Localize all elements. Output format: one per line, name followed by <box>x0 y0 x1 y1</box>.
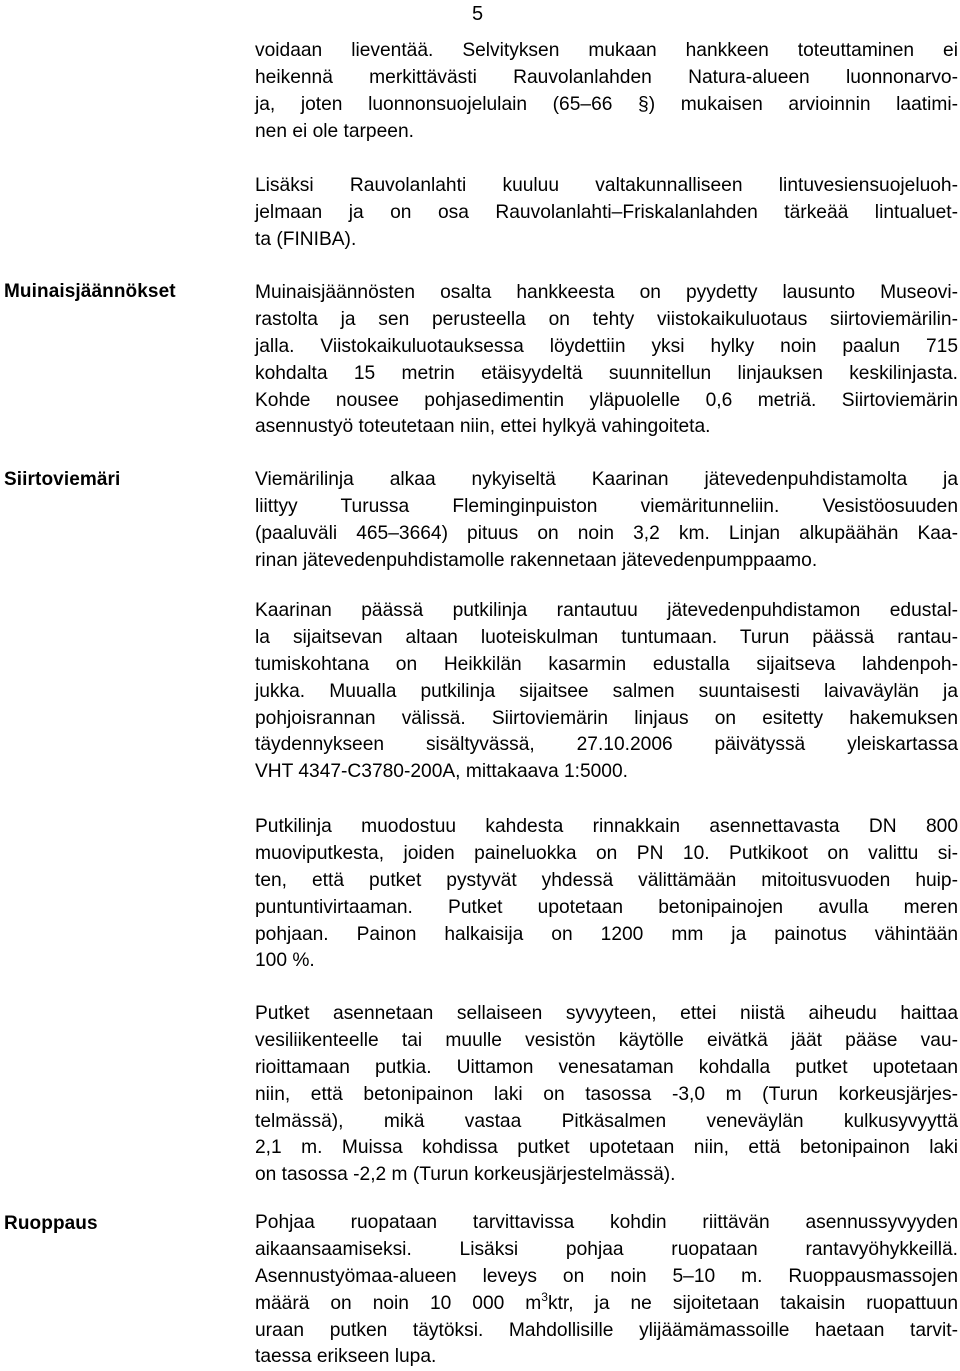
dredge-volume-text-cont: ktr, ja ne sijoitetaan takaisin ruopattuun <box>547 1292 958 1314</box>
cubic-superscript: 3 <box>541 1289 548 1304</box>
text-line: aikaansaamiseksi. Lisäksi pohjaa ruopataan rantavyöhykkeillä. <box>255 1238 958 1260</box>
text-line: täydennykseen sisältyvässä, 27.10.2006 päivätyssä yleiskartassa <box>255 734 958 756</box>
text-line: Lisäksi Rauvolanlahti kuuluu valtakunnalliseen lintuvesiensuojeluoh- <box>255 175 958 196</box>
text-line: taessa erikseen lupa. <box>255 1346 437 1368</box>
paragraph-pipeline-route <box>255 598 958 786</box>
text-line: jelmaan ja on osa Rauvolanlahti–Friskalanlahden tärkeää lintualuet- <box>255 201 958 223</box>
paragraph-dredging <box>255 1210 958 1371</box>
text-line: telmässä), mikä vastaa Pitkäsalmen veneväylän kulkusyvyyttä <box>255 1110 958 1132</box>
text-line: VHT 4347-C3780-200A, mittakaava 1:5000. <box>255 761 628 783</box>
text-line: uraan putken täytöksi. Mahdollisille ylijäämämassoille haetaan tarvit- <box>255 1319 958 1341</box>
dredge-volume-text: määrä on noin 10 000 m <box>255 1292 542 1314</box>
text-line: jalla. Viistokaikuluotauksessa löydettiin yksi hylky noin paalun 715 <box>255 335 958 357</box>
text-line: Viemärilinja alkaa nykyiseltä Kaarinan jätevedenpuhdistamolta ja <box>255 469 958 490</box>
text-line: Asennustyömaa-alueen leveys on noin 5–10 m. Ruoppausmassojen <box>255 1265 958 1287</box>
text-line: Muinaisjäännösten osalta hankkeesta on pyydetty lausunto Museovi- <box>255 282 958 303</box>
paragraph-sewer-line <box>255 467 958 575</box>
text-line: Putket asennetaan sellaiseen syvyyteen, ettei niistä aiheudu haittaa <box>255 1003 958 1024</box>
section-heading-siirtoviemari: Siirtoviemäri <box>4 469 121 490</box>
text-line: la sijaitsevan altaan luoteiskulman tuntumaan. Turun päässä rantau- <box>255 626 958 648</box>
text-line: asennustyö toteutetaan niin, ettei hylkyä vahingoiteta. <box>255 416 711 438</box>
section-heading-ruoppaus: Ruoppaus <box>4 1213 98 1234</box>
paragraph-installation-depth <box>255 1001 958 1189</box>
text-line: rastolta ja sen perusteella on tehty viistokaikuluotaus siirtoviemärilin- <box>255 308 958 330</box>
text-line: Pohjaa ruopataan tarvittavissa kohdin riittävän asennussyvyyden <box>255 1212 958 1233</box>
text-line: liittyy Turussa Fleminginpuiston viemäritunneliin. Vesistöosuuden <box>255 495 958 517</box>
page-number: 5 <box>472 3 484 25</box>
text-line: ten, että putket pystyvät yhdessä välittämään mitoitusvuoden huip- <box>255 869 958 891</box>
text-line: pohjoisrannan välissä. Siirtoviemärin linjaus on esitetty hakemuksen <box>255 707 958 729</box>
text-line: rioittamaan putkia. Uittamon venesataman kohdalla putket upotetaan <box>255 1056 958 1078</box>
text-line-with-superscript <box>255 1291 958 1318</box>
text-line: ja, joten luonnonsuojelulain (65–66 §) mukaisen arvioinnin laatimi- <box>255 93 958 115</box>
text-line: niin, että betonipainon laki on tasossa -3,0 m (Turun korkeusjärjes- <box>255 1083 958 1105</box>
text-line: heikennä merkittävästi Rauvolanlahden Natura-alueen luonnonarvo- <box>255 66 958 88</box>
text-line: Putkilinja muodostuu kahdesta rinnakkain asennettavasta DN 800 <box>255 816 958 837</box>
text-line: Kaarinan päässä putkilinja rantautuu jätevedenpuhdistamon edustal- <box>255 600 958 621</box>
text-line: rinan jätevedenpuhdistamolle rakennetaan jätevedenpumppaamo. <box>255 549 818 571</box>
paragraph-antiquities <box>255 280 958 441</box>
text-line: kohdalta 15 metrin etäisyydeltä suunnitellun linjauksen keskilinjasta. <box>255 362 958 384</box>
paragraph-bird-waters <box>255 173 958 254</box>
text-line: pohjaan. Painon halkaisija on 1200 mm ja painotus vähintään <box>255 923 958 945</box>
text-line: Kohde nousee pohjasedimentin yläpuolelle 0,6 metriä. Siirtoviemärin <box>255 389 958 411</box>
text-line: muoviputkesta, joiden paineluokka on PN 10. Putkikoot on valittu si- <box>255 842 958 864</box>
text-line: voidaan lieventää. Selvityksen mukaan hankkeen toteuttaminen ei <box>255 40 958 61</box>
text-line: 100 %. <box>255 950 315 972</box>
text-line: jukka. Muualla putkilinja sijaitsee salmen suuntaisesti laivaväylän ja <box>255 680 958 702</box>
text-line: nen ei ole tarpeen. <box>255 120 414 142</box>
text-line: vesiliikenteelle tai muulle vesistön käytölle eivätkä jäät pääse vau- <box>255 1029 958 1051</box>
text-line: (paaluväli 465–3664) pituus on noin 3,2 km. Linjan alkupäähän Kaa- <box>255 522 958 544</box>
text-line: puntuntivirtaaman. Putket upotetaan betonipainojen avulla meren <box>255 896 958 918</box>
section-heading-muinaisjaannokset: Muinaisjäännökset <box>4 281 176 302</box>
paragraph-natura-assessment <box>255 38 958 146</box>
text-line: tumiskohtana on Heikkilän kasarmin edustalla sijaitseva lahdenpoh- <box>255 653 958 675</box>
text-line: on tasossa -2,2 m (Turun korkeusjärjestelmässä). <box>255 1164 676 1186</box>
paragraph-pipe-specs <box>255 814 958 975</box>
text-line: ta (FINIBA). <box>255 228 357 250</box>
text-line: 2,1 m. Muissa kohdissa putket upotetaan niin, että betonipainon laki <box>255 1137 958 1159</box>
